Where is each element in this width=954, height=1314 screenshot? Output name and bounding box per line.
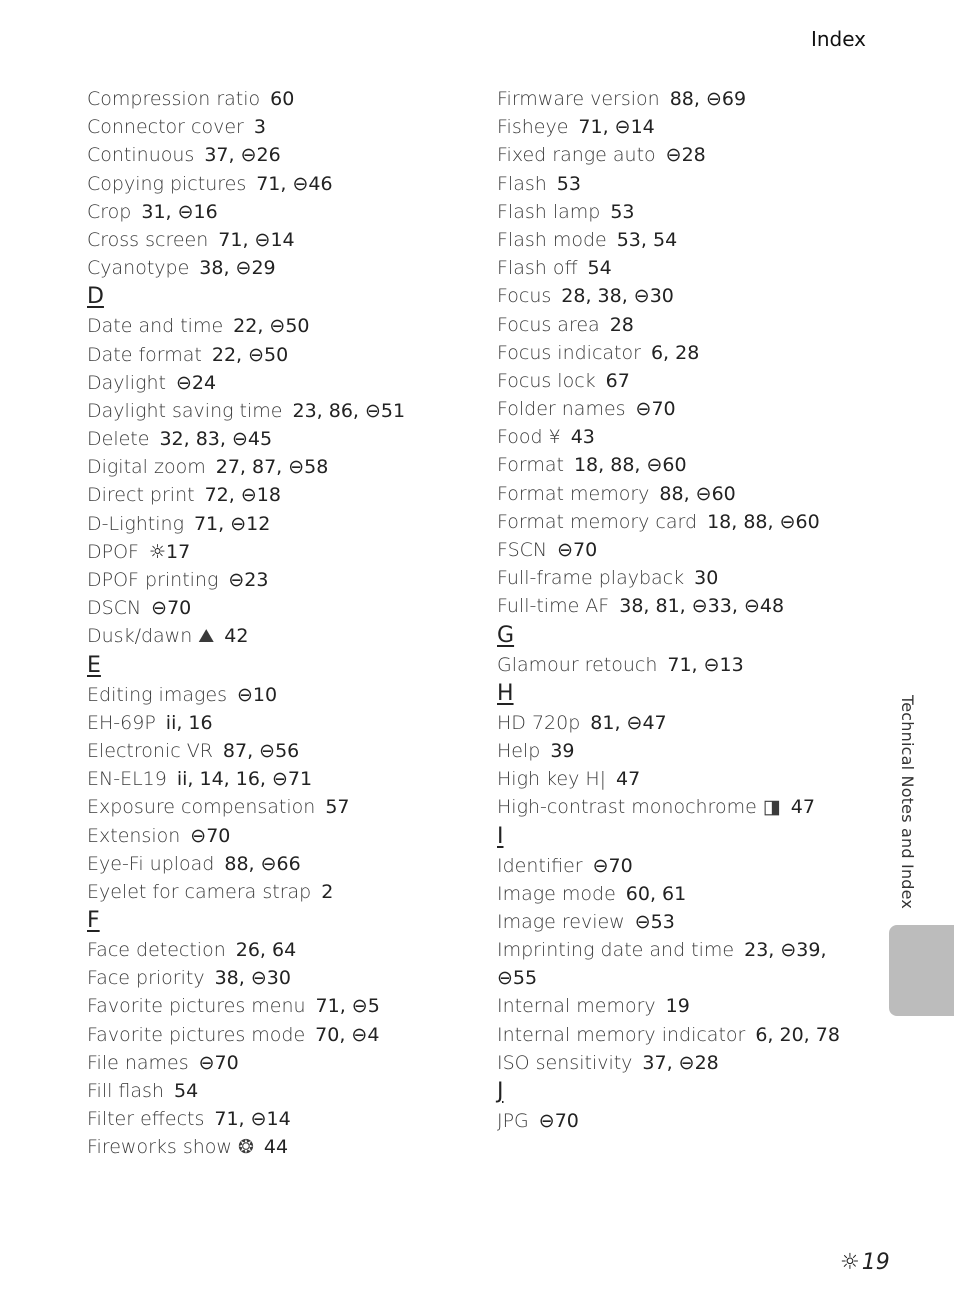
index-entry-pages[interactable]: 27, 87, ⊖58 <box>215 456 329 479</box>
index-entry-pages[interactable]: 44 <box>263 1136 289 1159</box>
index-entry <box>87 226 477 254</box>
index-entry-term: Format <box>497 454 564 477</box>
index-entry-term: HD 720p <box>497 711 581 734</box>
index-entry-pages[interactable]: 47 <box>790 796 815 819</box>
index-entry-term: Internal memory indicator <box>497 1023 746 1046</box>
index-entry-term: DPOF <box>87 540 139 563</box>
index-entry-term: JPG <box>497 1110 529 1132</box>
index-entry-term: Date and time <box>87 315 224 338</box>
index-entry <box>497 480 877 508</box>
index-entry-pages[interactable]: 71, ⊖14 <box>218 228 295 251</box>
index-entry-pages[interactable]: ⊖23 <box>228 569 269 591</box>
index-entry-pages[interactable]: 42 <box>224 625 249 648</box>
index-entry-term: Fixed range auto <box>497 144 656 167</box>
index-entry <box>87 425 477 453</box>
index-entry <box>87 85 477 113</box>
index-entry <box>497 85 877 113</box>
index-entry-pages[interactable]: ⊖70 <box>592 854 633 877</box>
index-entry-term: Folder names <box>497 398 626 421</box>
index-entry-pages[interactable]: 71, ⊖13 <box>667 653 744 676</box>
index-entry-pages[interactable]: 18, 88, ⊖60 <box>573 454 687 477</box>
index-entry-pages[interactable]: 26, 64 <box>235 939 297 962</box>
index-entry-pages[interactable]: 23, 86, ⊖51 <box>292 399 406 422</box>
index-entry-term: High-contrast monochrome ◨ <box>497 796 781 819</box>
index-entry-term: EH-69P <box>87 711 156 734</box>
index-column-right <box>497 85 877 1135</box>
index-entry-pages[interactable]: 71, ⊖5 <box>315 995 380 1018</box>
index-entry <box>87 538 477 566</box>
index-entry <box>497 141 877 169</box>
index-entry <box>497 1049 877 1077</box>
index-entry-pages[interactable]: ⊖28 <box>665 144 706 167</box>
index-entry <box>497 651 877 679</box>
index-entry-term: Identifier <box>497 854 583 877</box>
index-entry-term: Face priority <box>87 967 205 990</box>
index-entry-term: Cross screen <box>87 228 209 251</box>
index-entry-term: DPOF printing <box>87 569 219 591</box>
index-entry-term: Face detection <box>87 939 226 962</box>
index-entry-term: Cyanotype <box>87 257 190 280</box>
index-entry-pages[interactable]: 67 <box>605 369 630 392</box>
index-entry-term: Connector cover <box>87 116 244 139</box>
index-entry-term: Exposure compensation <box>87 796 316 819</box>
index-entry-pages[interactable]: ⊖70 <box>557 539 598 561</box>
index-entry-term: Flash off <box>497 257 578 280</box>
index-entry-term: Date format <box>87 343 202 366</box>
index-entry-term: Dusk/dawn ⛰ <box>87 625 215 648</box>
index-entry-pages[interactable]: 6, 28 <box>650 341 700 364</box>
index-entry-pages[interactable]: ⊖55 <box>497 967 538 990</box>
index-entry <box>87 850 477 878</box>
index-entry-term: Editing images <box>87 683 227 706</box>
index-entry-term: Filter effects <box>87 1108 205 1131</box>
index-entry-term: Favorite pictures menu <box>87 995 306 1018</box>
index-entry <box>497 793 877 821</box>
index-entry <box>87 312 477 340</box>
index-entry <box>87 113 477 141</box>
index-entry-term: Focus lock <box>497 369 596 392</box>
index-letter-heading: E <box>87 652 101 678</box>
index-entry <box>497 964 877 992</box>
index-entry <box>497 198 877 226</box>
page-header-title: Index <box>810 27 866 51</box>
index-entry-term: D-Lighting <box>87 512 184 535</box>
index-entry <box>87 681 477 709</box>
index-entry-pages[interactable]: ⊖70 <box>198 1051 239 1074</box>
index-entry <box>497 536 877 564</box>
index-entry-pages[interactable]: 23, ⊖39, <box>744 939 827 962</box>
index-entry-pages[interactable]: 54 <box>173 1080 199 1102</box>
index-entry-term: Extension <box>87 824 181 847</box>
index-entry-term: File names <box>87 1051 189 1074</box>
index-letter-heading: I <box>497 823 504 849</box>
index-entry-term: Food ¥ <box>497 426 561 449</box>
index-entry-term: Daylight <box>87 371 166 394</box>
index-letter-heading: D <box>87 284 104 310</box>
index-entry-pages[interactable]: 47 <box>616 768 641 791</box>
index-entry-term: Daylight saving time <box>87 399 283 422</box>
index-entry-pages[interactable]: 38, 81, ⊖33, ⊖48 <box>619 595 785 618</box>
index-entry <box>497 311 877 339</box>
index-entry-pages[interactable]: ⊖70 <box>151 597 192 620</box>
index-entry-pages[interactable]: 72, ⊖18 <box>204 484 281 507</box>
index-entry <box>87 170 477 198</box>
index-entry-term: Delete <box>87 428 150 451</box>
index-entry-pages[interactable]: 3 <box>253 116 266 139</box>
index-entry <box>87 594 477 622</box>
index-entry-term: Electronic VR <box>87 739 213 762</box>
index-entry-pages[interactable]: 6, 20, 78 <box>755 1023 840 1046</box>
index-entry-pages[interactable]: 60, 61 <box>625 882 687 905</box>
index-entry-pages[interactable]: 2 <box>321 880 334 903</box>
index-entry-term: Crop <box>87 200 132 223</box>
index-entry <box>87 1077 477 1105</box>
index-entry-pages[interactable]: 88, ⊖69 <box>669 88 747 110</box>
index-entry-term: Focus indicator <box>497 341 641 364</box>
index-entry-pages[interactable]: 22, ⊖50 <box>211 343 289 366</box>
index-entry <box>87 369 477 397</box>
index-entry-pages[interactable]: ☼17 <box>148 540 191 563</box>
index-entry-pages[interactable]: 87, ⊖56 <box>222 739 300 762</box>
index-entry-pages[interactable]: ⊖10 <box>236 683 278 706</box>
index-entry-term: ISO sensitivity <box>497 1051 633 1074</box>
index-entry-pages[interactable]: 28 <box>609 313 634 336</box>
index-entry-pages[interactable]: 39 <box>550 739 575 762</box>
index-entry <box>497 367 877 395</box>
index-entry-term: EN-EL19 <box>87 768 167 791</box>
index-entry <box>497 564 877 592</box>
index-entry-pages[interactable]: ⊖53 <box>634 910 675 933</box>
index-entry-term: Internal memory <box>497 995 656 1018</box>
section-tab-label: Technical Notes and Index <box>898 695 917 910</box>
index-entry-pages[interactable]: 88, ⊖60 <box>659 482 736 505</box>
index-entry <box>497 936 877 964</box>
index-entry <box>497 1107 877 1135</box>
index-entry <box>87 566 477 594</box>
index-entry-pages[interactable]: ⊖70 <box>190 824 231 847</box>
index-column-left <box>87 85 477 1162</box>
index-entry <box>497 908 877 936</box>
index-entry-pages[interactable]: 19 <box>665 995 690 1018</box>
section-tab[interactable] <box>889 925 954 1016</box>
index-entry-pages[interactable]: 81, ⊖47 <box>590 711 667 734</box>
index-entry-pages[interactable]: 43 <box>570 426 595 449</box>
index-entry <box>87 1105 477 1133</box>
index-entry <box>497 1021 877 1049</box>
index-entry <box>87 992 477 1020</box>
index-entry <box>87 878 477 906</box>
page-number-value: 19 <box>861 1250 890 1275</box>
index-entry-pages[interactable]: 53, 54 <box>616 228 678 251</box>
index-entry-pages[interactable]: ⊖24 <box>175 371 217 394</box>
index-entry-term: Help <box>497 739 541 762</box>
index-entry-term: Image mode <box>497 882 616 905</box>
index-entry-term: Focus area <box>497 313 600 336</box>
index-entry-pages[interactable]: 38, ⊖29 <box>199 257 276 280</box>
index-entry <box>87 341 477 369</box>
index-entry <box>87 198 477 226</box>
index-entry-pages[interactable]: 22, ⊖50 <box>233 315 310 338</box>
index-entry-term: Firmware version <box>497 88 660 110</box>
index-entry-pages[interactable]: 37, ⊖28 <box>642 1051 719 1074</box>
index-entry-pages[interactable]: 38, ⊖30 <box>214 967 291 990</box>
index-entry <box>87 822 477 850</box>
index-entry <box>497 254 877 282</box>
index-entry <box>497 226 877 254</box>
index-entry <box>497 113 877 141</box>
index-entry-pages[interactable]: 71, ⊖14 <box>214 1108 291 1131</box>
index-entry-term: Compression ratio <box>87 88 261 110</box>
index-entry <box>87 936 477 964</box>
index-entry <box>497 880 877 908</box>
index-entry-term: Full-frame playback <box>497 567 685 590</box>
index-entry <box>87 397 477 425</box>
index-entry-term: Eyelet for camera strap <box>87 880 312 903</box>
index-entry <box>497 282 877 310</box>
index-entry-term: Imprinting date and time <box>497 939 735 962</box>
index-entry <box>497 765 877 793</box>
index-entry-term: Eye-Fi upload <box>87 852 215 875</box>
index-entry-pages[interactable]: 32, 83, ⊖45 <box>159 428 273 451</box>
index-letter-heading: G <box>497 622 515 648</box>
index-entry-pages[interactable]: 71, ⊖46 <box>256 172 333 195</box>
index-letter-heading: H <box>497 680 514 706</box>
index-entry-term: DSCN <box>87 597 142 620</box>
index-entry <box>87 737 477 765</box>
index-entry-term: Flash mode <box>497 228 607 251</box>
index-entry <box>497 852 877 880</box>
index-entry-pages[interactable]: 53 <box>610 200 635 223</box>
index-entry <box>87 622 477 650</box>
index-entry-pages[interactable]: 70, ⊖4 <box>315 1023 380 1046</box>
index-entry-pages[interactable]: ⊖70 <box>538 1110 579 1132</box>
index-entry-pages[interactable]: 71, ⊖14 <box>578 116 655 139</box>
index-entry <box>87 481 477 509</box>
index-entry <box>87 709 477 737</box>
index-entry-term: Format memory <box>497 482 650 505</box>
index-entry <box>87 453 477 481</box>
index-entry-pages[interactable]: ⊖70 <box>635 398 676 421</box>
index-entry <box>87 1049 477 1077</box>
index-letter-heading: J <box>497 1079 504 1104</box>
index-entry <box>497 992 877 1020</box>
index-entry-term: Glamour retouch <box>497 653 658 676</box>
index-entry-term: Favorite pictures mode <box>87 1023 306 1046</box>
index-entry-term: Fireworks show ❂ <box>87 1136 254 1159</box>
index-entry <box>87 1133 477 1161</box>
index-entry-pages[interactable]: 28, 38, ⊖30 <box>561 285 674 308</box>
index-entry <box>497 339 877 367</box>
index-entry-term: Direct print <box>87 484 195 507</box>
index-entry-pages[interactable]: 31, ⊖16 <box>141 200 218 223</box>
index-entry-pages[interactable]: ii, 16 <box>165 711 213 734</box>
index-entry <box>87 1021 477 1049</box>
index-entry <box>497 709 877 737</box>
index-entry-term: Digital zoom <box>87 456 206 479</box>
index-entry-term: Copying pictures <box>87 172 247 195</box>
index-entry <box>497 170 877 198</box>
index-entry-term: Image review <box>497 910 625 933</box>
index-letter-heading: F <box>87 908 100 934</box>
index-entry <box>497 592 877 620</box>
index-entry-term: Flash <box>497 172 547 195</box>
index-entry-term: High key H| <box>497 768 607 791</box>
index-entry-pages[interactable]: 53 <box>556 172 581 195</box>
index-entry <box>87 765 477 793</box>
index-entry <box>497 423 877 451</box>
index-entry-term: Format memory card <box>497 510 698 533</box>
index-entry-pages[interactable]: ii, 14, 16, ⊖71 <box>176 768 313 791</box>
index-entry-term: Focus <box>497 285 552 308</box>
index-entry-pages[interactable]: 30 <box>694 567 719 590</box>
index-entry <box>87 793 477 821</box>
index-entry-pages[interactable]: 37, ⊖26 <box>204 144 281 167</box>
index-entry-pages[interactable]: 18, 88, ⊖60 <box>707 510 820 533</box>
index-entry-pages[interactable]: 60 <box>270 88 295 110</box>
index-entry <box>87 254 477 282</box>
index-entry-term: Flash lamp <box>497 200 601 223</box>
index-entry-term: Continuous <box>87 144 195 167</box>
index-entry-pages[interactable]: 71, ⊖12 <box>193 512 271 535</box>
index-entry <box>87 510 477 538</box>
index-entry <box>87 141 477 169</box>
technical-notes-icon: ☼ <box>840 1250 860 1275</box>
page-number <box>840 1250 890 1275</box>
index-entry-term: Fisheye <box>497 116 569 139</box>
index-entry-term: FSCN <box>497 539 548 561</box>
index-entry-pages[interactable]: 54 <box>587 257 612 280</box>
index-entry <box>497 451 877 479</box>
index-entry-term: Fill flash <box>87 1080 164 1102</box>
index-entry <box>497 395 877 423</box>
index-entry-term: Full-time AF <box>497 595 610 618</box>
index-entry <box>87 964 477 992</box>
index-entry <box>497 508 877 536</box>
index-entry-pages[interactable]: 57 <box>325 796 350 819</box>
index-entry-pages[interactable]: 88, ⊖66 <box>224 852 301 875</box>
index-entry <box>497 737 877 765</box>
